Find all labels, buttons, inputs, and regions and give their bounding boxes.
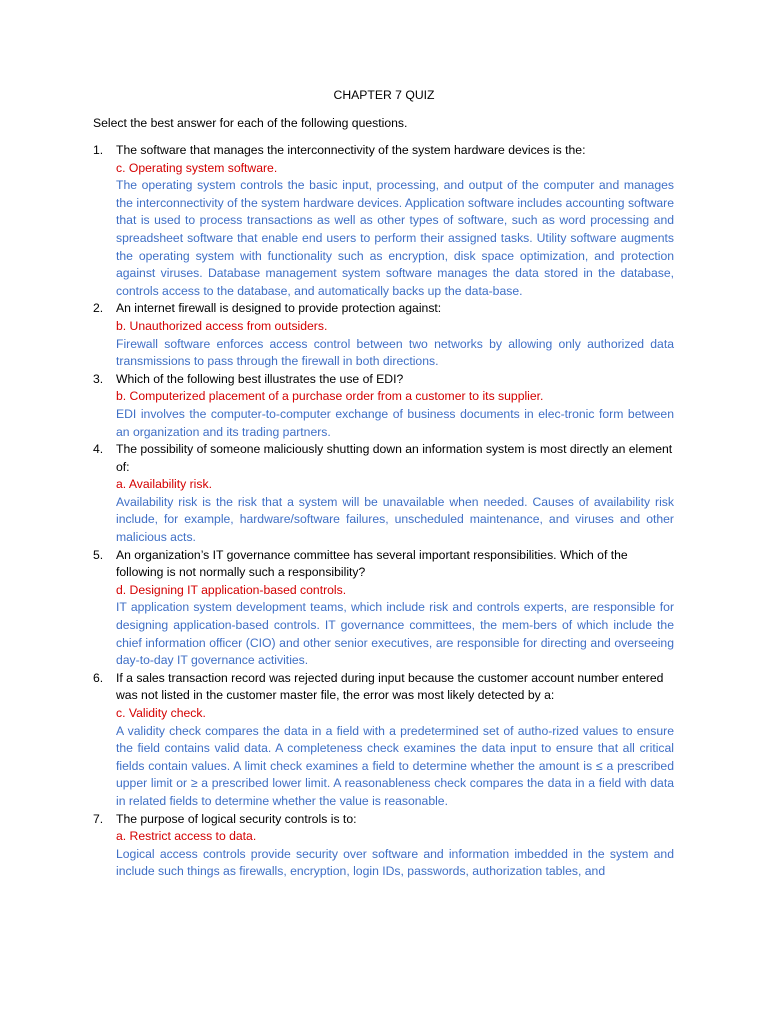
- question-text: The software that manages the interconnectivity of the system hardware devices is the:: [116, 143, 586, 157]
- question-number: 3.: [93, 371, 104, 386]
- explanation-text: A validity check compares the data in a field with a predetermined set of autho-rized values to ensure the field contains valid data. A completeness check examines the data input to ensure that all critical fields contain values. A limit check examines a field to determine whether the amount is ≤ a prescribed upper limit or ≥ a prescribed lower limit. A reasonableness check compares the data in a field with data in related fields to determine whether the value is reasonable.: [116, 723, 674, 808]
- question-item-7: [93, 811, 674, 881]
- question-list: [93, 142, 674, 881]
- question-text: The purpose of logical security controls is to:: [116, 811, 357, 826]
- question-text: If a sales transaction record was rejected during input because the customer account number entered was not listed in the customer master file, the error was most likely detected by a:: [116, 670, 664, 703]
- explanation-text: Logical access controls provide security over software and information imbedded in the system and include such things as firewalls, encryption, login IDs, passwords, authorization tables, and: [116, 846, 674, 879]
- page-title: CHAPTER 7 QUIZ: [333, 88, 435, 102]
- question-item-2: [93, 300, 674, 370]
- question-item-6: [93, 670, 674, 811]
- answer-text: c. Validity check.: [116, 706, 206, 720]
- answer-text: d. Designing IT application-based controls.: [116, 582, 347, 597]
- question-text: An organization’s IT governance committee has several important responsibilities. Which of the following is not normally such a responsibility?: [116, 547, 628, 580]
- question-number: 5.: [93, 547, 104, 562]
- answer-text: a. Restrict access to data.: [116, 829, 257, 844]
- question-item-3: [93, 371, 674, 441]
- question-item-1: [93, 142, 674, 300]
- question-text: The possibility of someone maliciously shutting down an information system is most directly an element of:: [116, 442, 673, 474]
- question-number: 4.: [93, 442, 104, 457]
- answer-text: c. Operating system software.: [116, 160, 278, 175]
- explanation-text: Availability risk is the risk that a system will be unavailable when needed. Causes of availability risk include, for example, hardware/software failures, unscheduled maintenance, and viruses and other malicious acts.: [116, 494, 674, 545]
- answer-text: b. Unauthorized access from outsiders.: [116, 318, 328, 333]
- answer-text: b. Computerized placement of a purchase order from a customer to its supplier.: [116, 389, 544, 404]
- question-item-5: [93, 547, 674, 670]
- question-number: 1.: [93, 143, 104, 157]
- question-number: 6.: [93, 670, 104, 685]
- question-number: 7.: [93, 811, 104, 826]
- question-text: An internet firewall is designed to provide protection against:: [116, 301, 442, 316]
- question-text: Which of the following best illustrates the use of EDI?: [116, 371, 404, 386]
- question-number: 2.: [93, 301, 104, 316]
- explanation-text: The operating system controls the basic input, processing, and output of the computer and manages the interconnectivity of the system hardware devices. Application software includes accounting software that is used to process transactions as well as other types of software, such as word processing and spreadsheet software that enable end users to perform their assigned tasks. Utility software augments the operating system with functionality such as encryption, disk space optimization, and protection against viruses. Database management system software manages the data stored in the database, controls access to the database, and automatically backs up the data-base.: [116, 178, 674, 298]
- explanation-text: EDI involves the computer-to-computer exchange of business documents in elec-tronic form between an organization and its trading partners.: [116, 406, 674, 439]
- explanation-text: Firewall software enforces access control between two networks by allowing only authorized data transmissions to pass through the firewall in both directions.: [116, 336, 674, 369]
- instructions: Select the best answer for each of the following questions.: [93, 116, 408, 130]
- question-item-4: [93, 441, 674, 547]
- answer-text: a. Availability risk.: [116, 477, 212, 492]
- explanation-text: IT application system development teams, which include risk and controls experts, are responsible for designing application-based controls. IT governance committees, the mem-bers of which include the chief information officer (CIO) and other senior executives, are responsible for directing and overseeing day-to-day IT governance activities.: [116, 600, 674, 668]
